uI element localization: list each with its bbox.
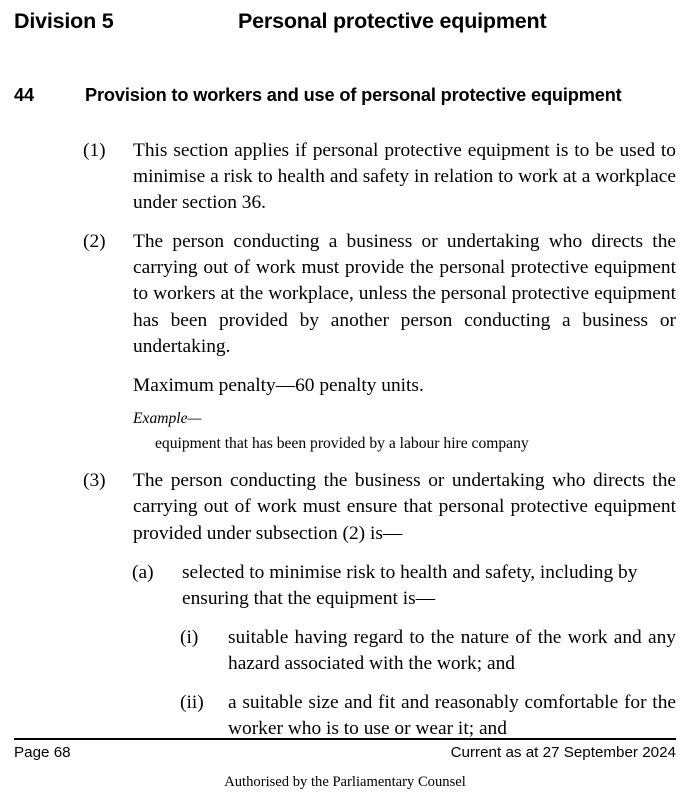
document-body: [14, 138, 676, 755]
subparagraph-ii-text: a suitable size and fit and reasonably comfortable for the worker who is to use or wear it; and: [228, 692, 676, 740]
maximum-penalty-text: Maximum penalty—60 penalty units.: [133, 374, 424, 396]
footer-divider: [14, 738, 676, 740]
subparagraph-ii: [14, 690, 676, 742]
subparagraph-ii-marker: (ii): [180, 692, 204, 714]
example-label: Example—: [133, 409, 202, 427]
footer-authorisation: Authorised by the Parliamentary Counsel: [224, 774, 466, 790]
page-footer: [14, 744, 676, 761]
paragraph-a-text: selected to minimise risk to health and safety, including by ensuring that the equipment is—: [182, 561, 638, 609]
section-heading: [14, 84, 676, 107]
running-header: [14, 9, 676, 34]
subsection-2: [14, 229, 676, 359]
footer-page-number: Page 68: [14, 744, 71, 761]
subsection-2-text: The person conducting a business or undertaking who directs the carrying out of work must provide the personal protective equipment to workers at the workplace, unless the personal protective equipment has been provided by another person conducting a business or undertaking.: [133, 231, 676, 357]
subsection-3-text: The person conducting the business or undertaking who directs the carrying out of work must ensure that personal protective equipment provided under subsection (2) is—: [133, 470, 676, 544]
subparagraph-i-marker: (i): [180, 626, 199, 648]
section-title: Provision to workers and use of personal protective equipment: [85, 85, 622, 105]
header-division-label: Division 5: [14, 9, 114, 33]
subsection-1-marker: (1): [83, 140, 106, 161]
header-part-title: Personal protective equipment: [238, 9, 547, 33]
subparagraph-i: [14, 625, 676, 677]
subsection-1: [14, 138, 676, 216]
example-text: equipment that has been provided by a labour hire company: [155, 435, 529, 453]
subsection-3-marker: (3): [83, 470, 106, 492]
footer-currency-note: Current as at 27 September 2024: [450, 744, 676, 761]
paragraph-a: [14, 560, 676, 612]
subsection-1-text: This section applies if personal protective equipment is to be used to minimise a risk to health and safety in relation to work at a workplace under section 36.: [133, 140, 676, 214]
paragraph-a-marker: (a): [132, 561, 154, 583]
subsection-3: [14, 468, 676, 546]
subsection-2-marker: (2): [83, 231, 106, 253]
section-number: 44: [14, 85, 34, 105]
subparagraph-i-text: suitable having regard to the nature of the work and any hazard associated with the work; and: [228, 626, 676, 674]
